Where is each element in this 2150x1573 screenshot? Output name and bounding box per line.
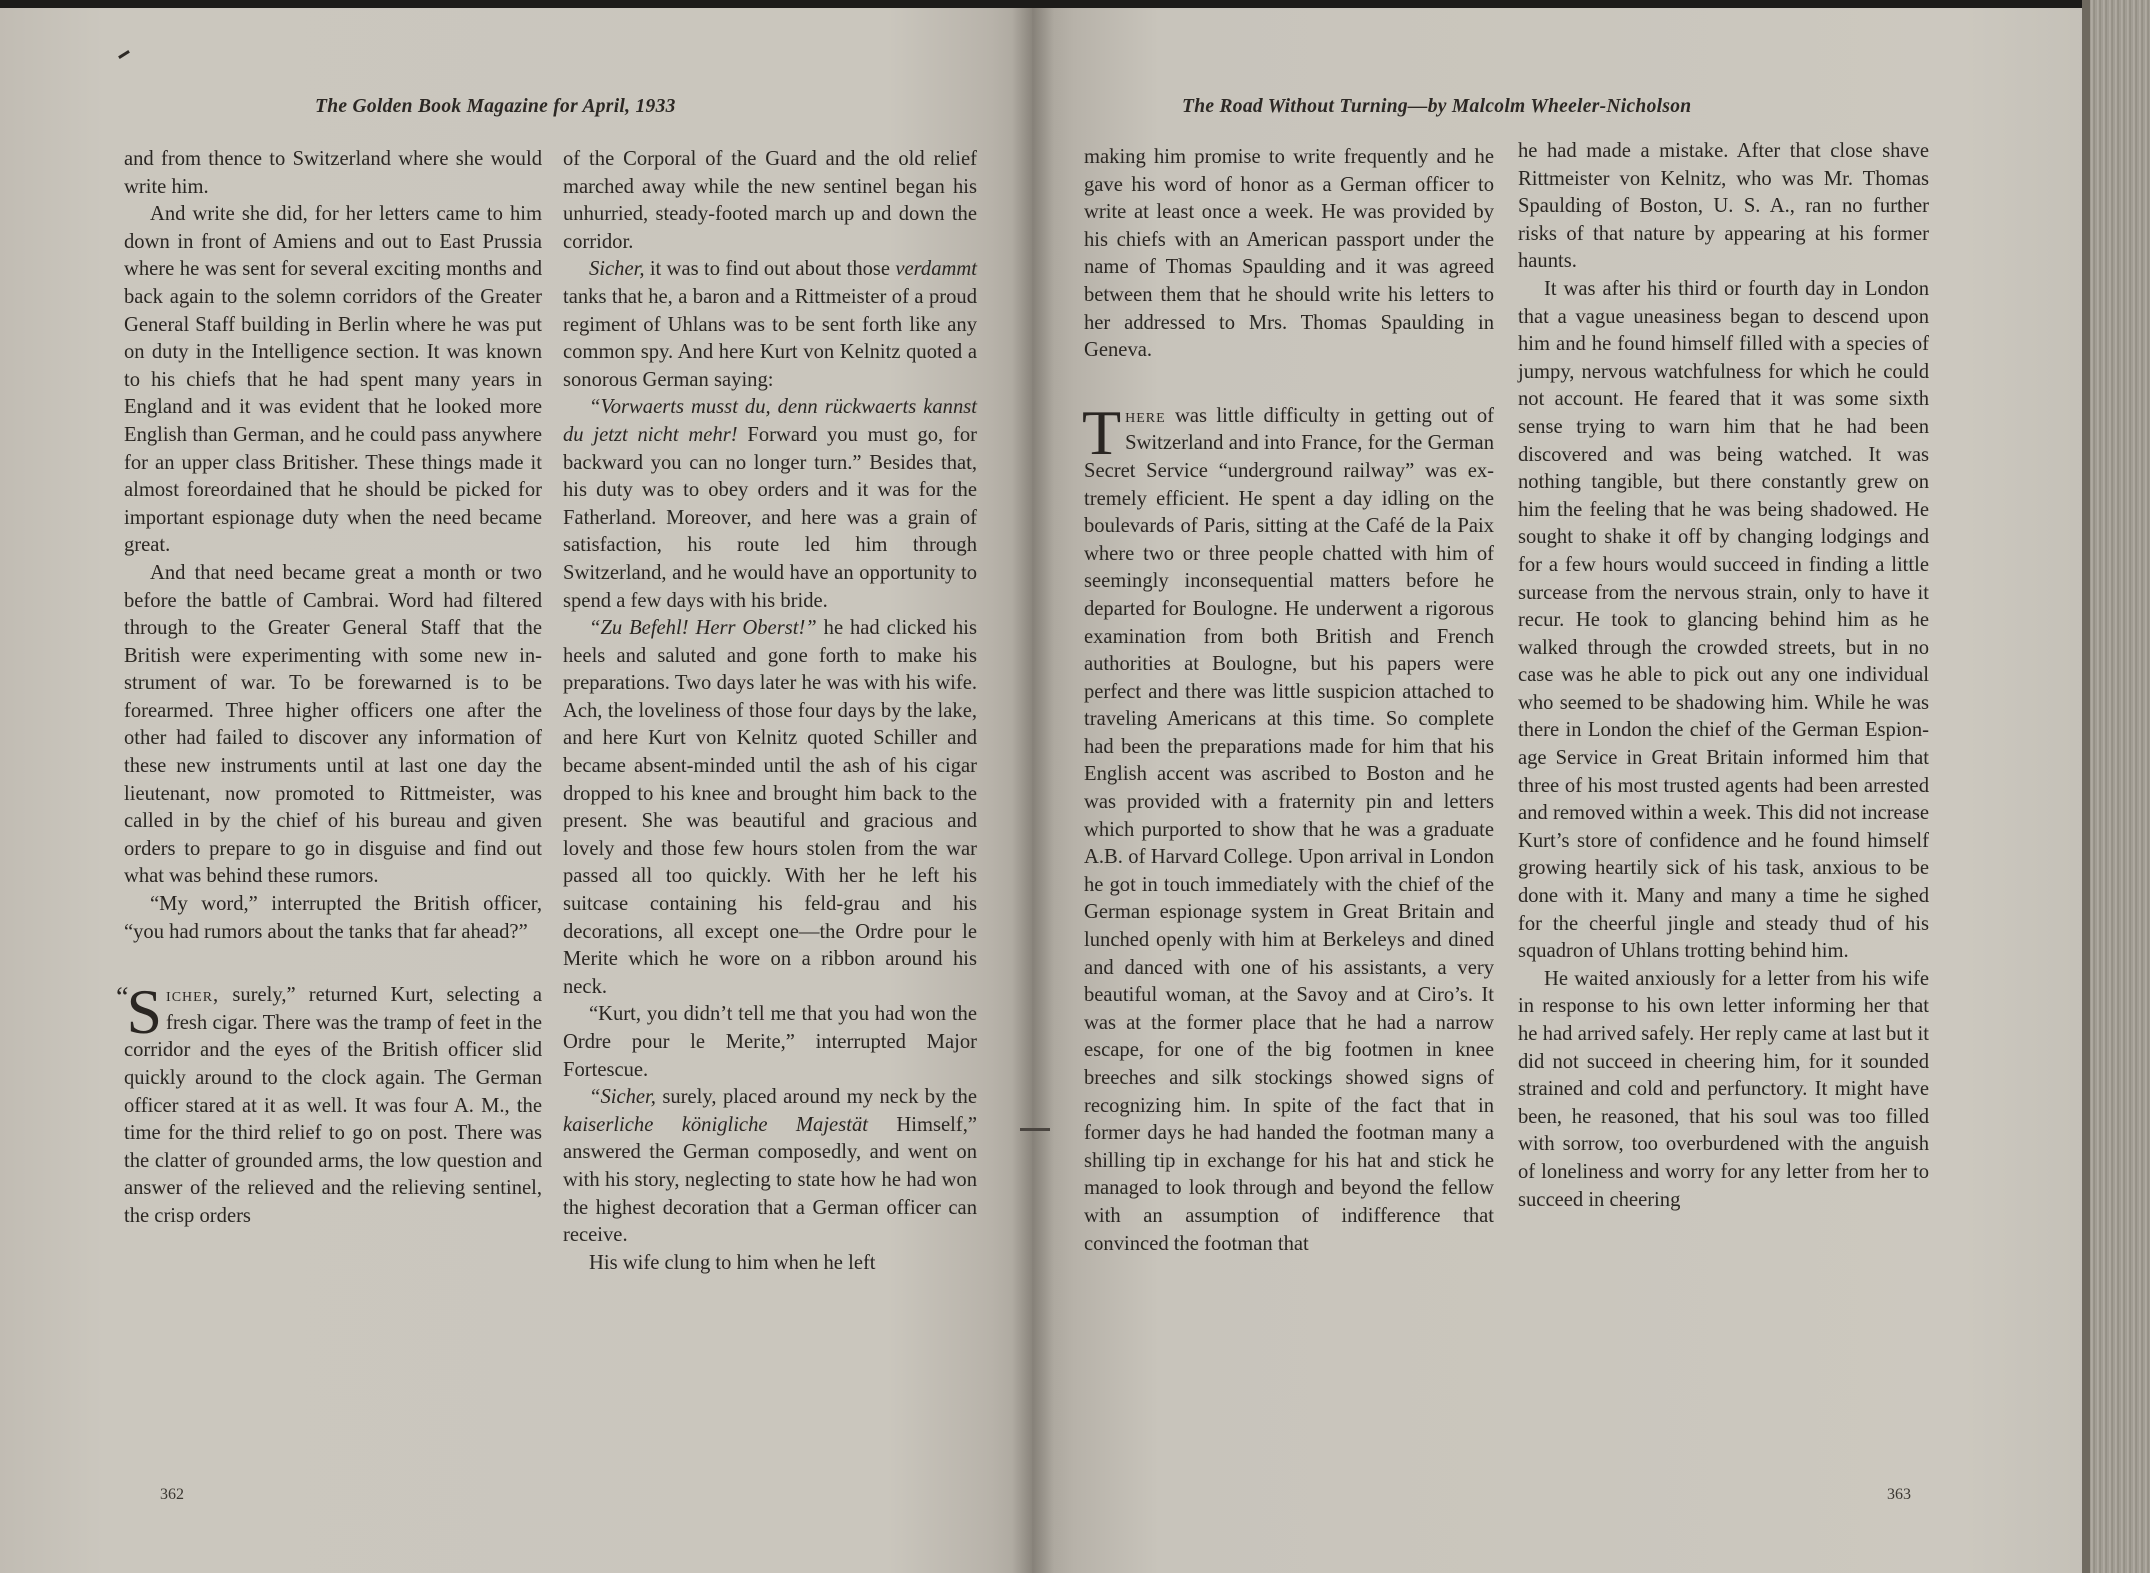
text: Himself,” answered the German composedly, and went on with his story, neglecting to state how he had won the highest decoration that a German officer can receive.	[563, 1113, 977, 1247]
italic-quote: “Zu Befehl! Herr Oberst!”	[589, 617, 817, 640]
paragraph	[563, 615, 977, 1001]
italic-text: kaiserliche königliche Majestät	[563, 1113, 868, 1136]
text: it was to find out about those	[644, 258, 896, 281]
small-caps-lead: icher,	[166, 984, 220, 1007]
open-quote: “	[116, 982, 129, 1014]
italic-text: “Sicher,	[589, 1086, 656, 1109]
small-caps-lead: here	[1125, 404, 1166, 427]
pencil-mark	[118, 50, 130, 59]
section-opening-paragraph	[116, 976, 542, 1230]
column-2	[563, 146, 977, 1277]
text: he had clicked his heels and saluted and gone forth to make his preparations. Two days later he was with his wife. Ach, the loveliness of those four days by the lake, and here Kurt von Kelnitz quoted Schiller and became absent-minded until the ash of his cigar dropped to his knee and brought him back to the present. She was beautiful and gracious and lovely and those few hours stolen from the war passed all too quickly. With her he left his suitcase containing his feld-grau and his decorations, all except one—the Ordre pour le Merite which he wore on a ribbon around his neck.	[563, 617, 977, 998]
paragraph: he had made a mistake. After that close shave Rittmeister von Kelnitz, who was Mr. Thomas Spaulding of Boston, U. S. A., ran no further risks of that nature by appearing at his former haunts.	[1518, 140, 1929, 273]
right-page	[1032, 8, 2090, 1573]
paragraph: “My word,” interrupted the British officer, “you had rumors about the tanks that far ahead?”	[124, 893, 542, 943]
paragraph	[563, 256, 977, 394]
paragraph: He waited anxiously for a letter from his wife in response to his own letter informing her that he had arrived safely. Her reply came at last but it did not succeed in cheering him, for it sounded strained and cold and perfunctory. It might have been, he reasoned, that his soul was too filled with sorrow, too overburdened with the anguish of loneliness and worry for any letter from her to succeed in cheering	[1518, 967, 1929, 1211]
text: Forward you must go, for backward you can no longer turn.” Besides that, his duty was to obey orders and it was for the Fatherland. Moreover, and here was a grain of satisfaction, his route led him through Switzerland, and he would have an opportunity to spend a few days with his bride.	[563, 423, 978, 612]
paragraph: It was after his third or fourth day in London that a vague uneasiness began to descend upon him and he found himself filled with a species of jumpy, nervous watchfulness for which he could not account. He feared that it was some sixth sense trying to warn him that he had been discovered and was being watched. It was nothing tangible, but there constantly grew on him the feeling that he was being shadowed. He sought to shake it off by changing lodgings and for a few hours would succeed in finding a little surcease from the nervous strain, only to have it recur. He took to glancing behind him as he walked through the crowded streets, but in no case was he able to pick out any one individual who seemed to be shadowing him. While he was there in London the chief of the German Espionage Service in Great Britain informed him that three of his most trusted agents had been arrested and removed within a week. This did not increase Kurt’s store of confidence and he found himself growing heartily sick of his task, anxious to be done with it. Many and many a time he sighed for the cheerful jingle and steady thud of his squadron of Uhlans trotting behind him.	[1518, 277, 1929, 963]
column-1	[116, 146, 542, 1231]
italic-text: Sicher,	[589, 258, 645, 281]
column-4	[1518, 138, 1929, 1214]
paragraph: His wife clung to him when he left	[589, 1251, 876, 1274]
column-3	[1084, 144, 1494, 1258]
paragraph	[563, 1084, 977, 1250]
paragraph: making him promise to write frequently and he gave his word of honor as a German officer to write at least once a week. He was provided by his chiefs with an American passport under the name of Thomas Spaulding and it was agreed between them that he should write his letters to her addressed to Mrs. Thomas Spaulding in Geneva.	[1084, 146, 1494, 362]
page-number-right: 363	[1887, 1486, 1911, 1503]
left-page	[0, 8, 1032, 1573]
section-text: surely,” returned Kurt, selecting a fresh cigar. There was the tramp of feet in the corridor and the eyes of the British officer slid quickly around to the clock again. The German officer stared at it as well. It was four A. M., the time for the third relief to go on post. There was the clatter of grounded arms, the low question and answer of the relieved and the relieving sentinel, the crisp orders	[124, 984, 542, 1227]
text: tanks that he, a baron and a Rittmeister of a proud regiment of Uhlans was to be sent forth like any common spy. And here Kurt von Kelnitz quoted a sonorous German saying:	[563, 285, 977, 391]
paragraph: of the Corporal of the Guard and the old relief marched away while the new sentinel began his unhurried, steady-footed march up and down the corridor.	[563, 148, 977, 253]
italic-text: verdammt	[895, 258, 977, 281]
book-gutter-shadow	[1012, 8, 1054, 1573]
drop-cap: S	[126, 976, 163, 1048]
running-header-left: The Golden Book Magazine for April, 1933	[315, 96, 676, 117]
paragraph: And that need became great a month or two before the battle of Cambrai. Word had filtered through to the Greater General Staff that the British were experimenting with some new instrument of war. To be forewarned is to be forearmed. Three higher officers one after the other had failed to discover any information of these new instruments until at last one day the lieutenant, now promoted to Rittmeister, was called in by the chief of his bureau and given orders to prepare to go in disguise and find out what was behind these rumors.	[124, 561, 542, 888]
paragraph: and from thence to Switzerland where she would write him.	[124, 148, 542, 198]
page-stack-edge	[2090, 0, 2150, 1573]
section-opening-paragraph	[1082, 396, 1494, 1258]
page-number-left: 362	[160, 1486, 184, 1503]
drop-cap: T	[1082, 396, 1122, 468]
paragraph	[563, 394, 977, 615]
italic-quote: “Vorwaerts musst du, denn rückwaerts kannst du jetzt nicht mehr!	[563, 396, 977, 446]
paragraph: “Kurt, you didn’t tell me that you had won the Ordre pour le Merite,” interrupted Major Fortescue.	[563, 1003, 977, 1081]
text: surely, placed around my neck by the	[655, 1086, 977, 1109]
paragraph: And write she did, for her letters came to him down in front of Amiens and out to East Prussia where he was sent for several exciting months and back again to the solemn corridors of the Greater General Staff building in Berlin where he was put on duty in the Intelligence section. It was known to his chiefs that he had spent many years in England and it was evident that he looked more English than German, and he could pass anywhere for an upper class Britisher. These things made it almost foreordained that he should be picked for important espionage duty when the need became great.	[124, 203, 542, 557]
section-text: was little difficulty in getting out of Switzerland and into France, for the German Secret Service “underground railway” was extremely efficient. He spent a day idling on the boulevards of Paris, sitting at the Café de la Paix where two or three people chatted with him of seemingly inconsequential matters before he departed for Boulogne. He underwent a rigorous examination from both British and French authorities at Boulogne, but his papers were perfect and there was little suspicion attached to traveling Americans at this time. So complete had been the preparations made for him that his English accent was ascribed to Boston and he was provided with a fraternity pin and letters which purported to show that he was a graduate A.B. of Harvard College. Upon arrival in London he got in touch immediately with the chief of the German espionage system in Great Britain and lunched openly with him at Berkeleys and dined and danced with one of his assistants, a very beautiful woman, at the Savoy and at Ciro’s. It was at the former place that he had a narrow escape, for one of the big footmen in knee breeches and silk stockings showed signs of recognizing him. In spite of the fact that in former days he had handed the footman many a shilling tip in exchange for his hat and stick he managed to look through and beyond the fellow with an assumption of indifference that convinced the footman that	[1084, 404, 1494, 1255]
margin-mark	[1020, 1128, 1050, 1131]
running-header-right: The Road Without Turning—by Malcolm Wheeler-Nicholson	[1182, 96, 1692, 117]
